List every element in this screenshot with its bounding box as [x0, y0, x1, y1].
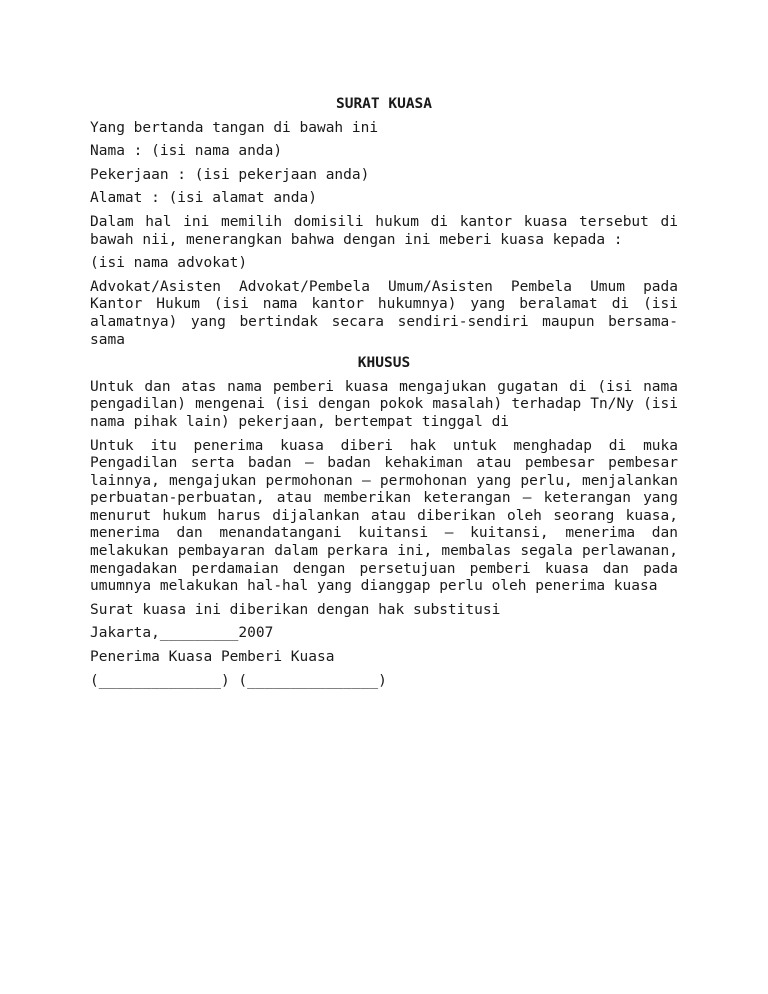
- signatory-labels: Penerima Kuasa Pemberi Kuasa: [90, 649, 335, 666]
- nama-line: Nama : (isi nama anda): [90, 143, 283, 160]
- substitusi-line: Surat kuasa ini diberikan dengan hak substitusi: [90, 601, 501, 618]
- date-line: Jakarta,_________2007: [90, 625, 274, 642]
- domisili-paragraph: Dalam hal ini memilih domisili hukum di kantor kuasa tersebut di bawah nii, menerangkan bahwa dengan ini meberi kuasa kepada :: [90, 213, 678, 248]
- signature-blanks: (______________) (_______________): [90, 672, 387, 689]
- advokat-name-line: (isi nama advokat): [90, 255, 248, 272]
- pekerjaan-line: Pekerjaan : (isi pekerjaan anda): [90, 166, 370, 183]
- gugatan-paragraph: Untuk dan atas nama pemberi kuasa mengajukan gugatan di (isi nama pengadilan) mengenai (isi dengan pokok masalah) terhadap Tn/Ny (isi nama pihak lain) pekerjaan, bertempat tinggal di: [90, 378, 678, 430]
- document-page: [90, 96, 678, 696]
- advokat-detail-paragraph: Advokat/Asisten Advokat/Pembela Umum/Asisten Pembela Umum pada Kantor Hukum (isi nama kantor hukumnya) yang beralamat di (isi alamatnya) yang bertindak secara sendiri-sendiri maupun bersama-sama: [90, 278, 678, 348]
- hak-paragraph: Untuk itu penerima kuasa diberi hak untuk menghadap di muka Pengadilan serta badan – badan kehakiman atau pembesar pembesar lainnya, mengajukan permohonan – permohonan yang perlu, menjalankan perbuatan-perbuatan, atau memberikan keterangan – keterangan yang menurut hukum harus dijalankan atau diberikan oleh seorang kuasa, menerima dan menandatangani kuitansi – kuitansi, menerima dan melakukan pembayaran dalam perkara ini, membalas segala perlawanan, mengadakan perdamaian dengan persetujuan pemberi kuasa dan pada umumnya melakukan hal-hal yang dianggap perlu oleh penerima kuasa: [90, 437, 678, 595]
- khusus-heading: KHUSUS: [357, 355, 411, 372]
- intro-line: Yang bertanda tangan di bawah ini: [90, 119, 379, 136]
- alamat-line: Alamat : (isi alamat anda): [90, 190, 317, 207]
- document-title: SURAT KUASA: [335, 96, 433, 112]
